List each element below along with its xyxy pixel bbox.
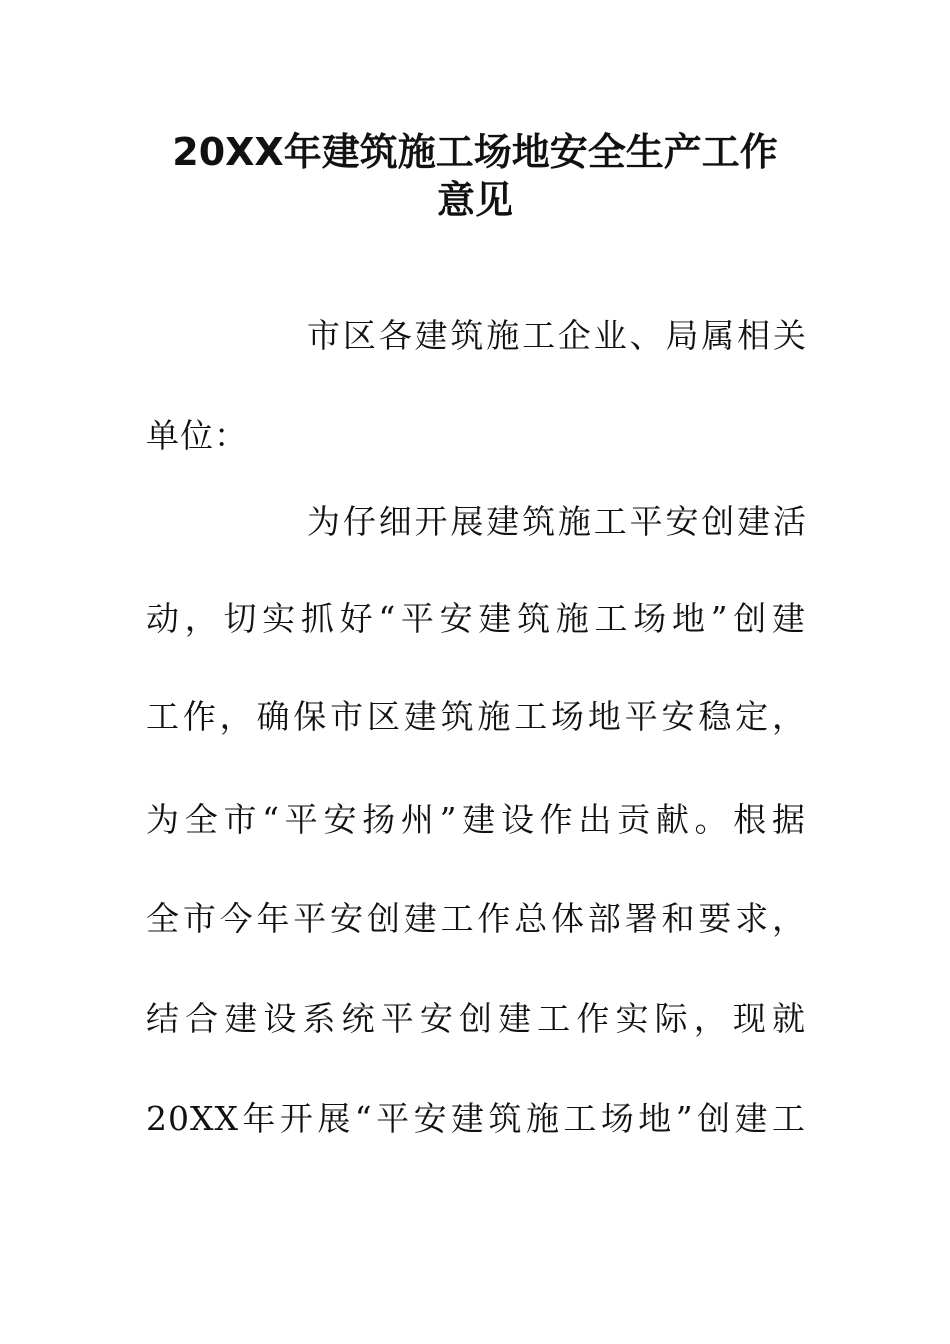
body-line: 为仔细开展建筑施工平安创建活 [307,502,807,541]
salutation-line-2: 单位： [146,416,248,455]
body-line: 为全市“平安扬州”建设作出贡献。根据 [146,800,806,839]
body-line: 20XX年开展“平安建筑施工场地”创建工 [146,1099,806,1138]
salutation-line-1: 市区各建筑施工企业、局属相关 [307,316,807,355]
document-title-line-2: 意见 [436,178,513,222]
body-line: 动，切实抓好“平安建筑施工场地”创建 [146,599,806,638]
body-line: 全市今年平安创建工作总体部署和要求， [146,899,806,938]
document-title-line-1: 20XX年建筑施工场地安全生产工作 [172,130,778,174]
body-line: 工作，确保市区建筑施工场地平安稳定， [146,697,806,736]
body-line: 结合建设系统平安创建工作实际，现就 [146,999,806,1038]
